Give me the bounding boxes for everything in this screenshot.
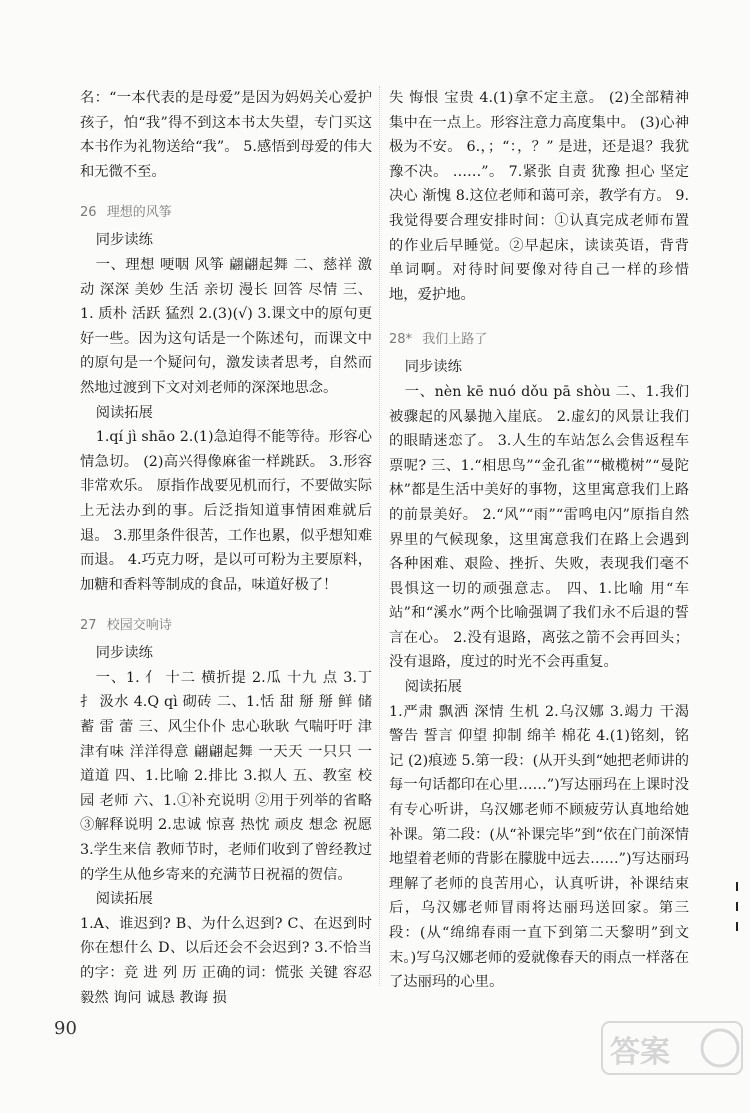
subsection-label: 阅读拓展: [95, 891, 153, 908]
answer-paragraph: 1.A、谁迟到? B、为什么迟到? C、在迟到时你在想什么 D、以后还会不会迟到? 3.不恰当的字：竞 进 列 历 正确的词：慌张 关键 容忍 毅然 询问 诚恳 教诲 损: [80, 915, 377, 1006]
margin-marks: [736, 882, 742, 942]
answer-paragraph: 一、nèn kē nuó dǒu pā shòu 二、1.我们被骤起的风暴抛入崖底。 2.虚幻的风景让我们的眼睛迷恋了。 3.人生的车站怎么会售返程车票呢? 三、1.“相思鸟”“金孔雀”“橄榄树”“曼陀林”都是生活中美好的事物，这里寓意我们上路的前景美好。 2.“风”“雨”“雷鸣电闪”原指自然界里的气候现象，这里寓意我们在路上会遇到各种困难、艰险、挫折、失败，表现我们毫不畏惧这一切的顽强意志。 四、1.比喻 用“车站”和“溪水”两个比喻强调了我们永不后退的誓言在心。 2.没有退路，离弦之箭不会再回头；没有退路，度过的时光不会再重复。: [389, 383, 689, 671]
section-number: 26: [80, 205, 97, 221]
section-header: [80, 202, 372, 224]
page-number: 90: [54, 1018, 77, 1039]
section-number: 28*: [389, 332, 413, 348]
section-header: [80, 615, 372, 637]
answer-paragraph: 一、1. 亻 十二 横折提 2.瓜 十九 点 3.丁 扌 汲水 4.Q qì 砌砖 二、1.恬 甜 掰 掰 鲜 储 蓄 雷 蕾 三、风尘仆仆 忠心耿耿 气喘吁吁 津津有味 洋洋得意 翩翩起舞 一天天 一只只 一道道 四、1.比喻 2.排比 3.拟人 五、教室 校园 老师 六、1.①补充说明 ②用于列举的省略 ③解释说明 2.忠诚 惊喜 热忱 顽皮 想念 祝愿 3.学生来信 教师节时，老师们收到了曾经教过的学生从他乡寄来的充满节日祝福的贺信。: [80, 669, 377, 883]
section-title: 我们上路了: [422, 332, 488, 348]
subsection-label: 同步读练: [95, 645, 153, 662]
watermark-logo: [600, 1016, 745, 1106]
section-number: 27: [80, 618, 97, 634]
section-title: 理想的风筝: [106, 205, 172, 221]
subsection-label: 阅读拓展: [404, 679, 462, 696]
section-header: [389, 329, 689, 351]
subsection-label: 同步读练: [95, 232, 153, 249]
answer-paragraph: 一、理想 哽咽 风筝 翩翩起舞 二、慈祥 激动 深深 美妙 生活 亲切 漫长 回答 尽情 三、1. 质朴 活跃 猛烈 2.(3)(√) 3.课文中的原句更好一些。因为这句话是一个陈述句，而课文中的原句是一个疑问句，激发读者思考，自然而然地过渡到下文对刘老师的深深地思念。: [80, 256, 372, 396]
answer-paragraph: 失 悔恨 宝贵 4.(1)拿不定主意。 (2)全部精神集中在一点上。形容注意力高度集中。 (3)心神极为不安。 6.，；“：，？” 是进，还是退？我犹豫不决。 ……”。 7.紧张 自责 犹豫 担心 坚定 决心 渐愧 8.这位老师和蔼可亲，教学有方。 9.我觉得要合理安排时间：①认真完成老师布置的作业后早睡觉。②早起床，读读英语，背背单词啊。对待时间要像对待自己一样的珍惜地，爱护地。: [389, 90, 694, 303]
left-column: [80, 86, 377, 1010]
subsection-label: 阅读拓展: [95, 404, 153, 421]
right-column: [389, 86, 694, 995]
answer-paragraph: 1.严肃 飘洒 深情 生机 2.乌汉娜 3.竭力 干渴 警告 誓言 仰望 抑制 绵羊 棉花 4.(1)铭刻，铭记 (2)痕迹 5.第一段：(从开头到“她把老师讲的每一句话都印在心里……”)写达丽玛在上课时没有专心听讲，乌汉娜老师不顾疲劳认真地给她补课。第二段：(从“补课完毕”到“依在门前深情地望着老师的背影在朦胧中远去……”)写达丽玛理解了老师的良苦用心，认真听讲，补课结束后，乌汉娜老师冒雨将达丽玛送回家。第三段：(从“绵绵春雨一直下到第二天黎明”到文末。)写乌汉娜老师的爱就像春天的雨点一样落在了达丽玛的心里。: [389, 703, 694, 991]
subsection-label: 同步读练: [404, 359, 462, 376]
column-divider: [379, 86, 380, 986]
answer-paragraph: 名：“一本代表的是母爱”是因为妈妈关心爱护孩子，怕“我”得不到这本书太失望，专门买这本书作为礼物送给“我”。 5.感悟到母爱的伟大和无微不至。: [80, 90, 372, 180]
answer-paragraph: 1.qí jì shāo 2.(1)急迫得不能等待。形容心情急切。 (2)高兴得像麻雀一样跳跃。 3.形容非常欢乐。 原指作战要见机而行，不要做实际上无法办到的事。后泛指知道事情困难就后退。 3.那里条件很苦，工作也累，似乎想知难而退。 4.巧克力呀，是以可可粉为主要原料，加糖和香料等制成的食品，味道好极了！: [80, 429, 372, 593]
section-title: 校园交响诗: [106, 618, 172, 634]
svg-text:答案: 答案: [610, 1035, 670, 1070]
